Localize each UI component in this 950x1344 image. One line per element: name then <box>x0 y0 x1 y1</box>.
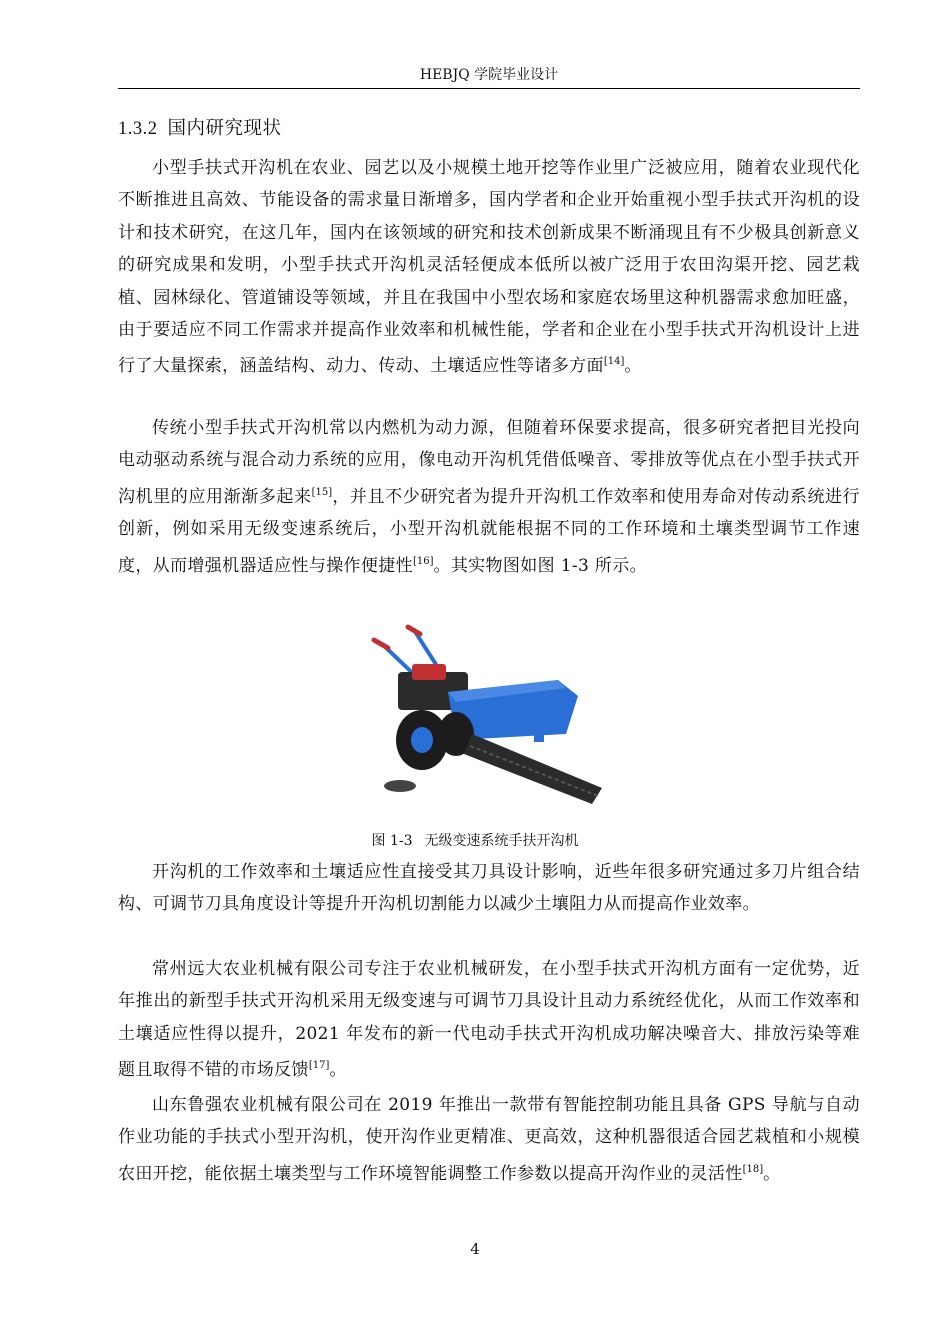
paragraph-3-text: 开沟机的工作效率和土壤适应性直接受其刀具设计影响，近些年很多研究通过多刀片组合结构、可调节刀具角度设计等提升开沟机切割能力以减少土壤阻力从而提高作业效率。 <box>118 862 860 915</box>
figure-label: 图 1-3 <box>371 833 413 849</box>
paragraph-2-text-c: 。其实物图如图 1-3 所示。 <box>433 555 647 576</box>
paragraph-4-text: 常州远大农业机械有限公司专注于农业机械研发，在小型手扶式开沟机方面有一定优势，近年推出的新型手扶式开沟机采用无级变速与可调节刀具设计且动力系统经优化，从而工作效率和土壤适应性得以提升，2021 年发布的新一代电动手扶式开沟机成功解决噪音大、排放污染等难题且取得不错的市场反馈 <box>118 959 860 1081</box>
figure-caption-text: 无级变速系统手扶开沟机 <box>424 833 579 849</box>
paragraph-2-text-b: ，并且不少研究者为提升开沟机工作效率和使用寿命对传动系统进行创新，例如采用无级变速系统后，小型开沟机就能根据不同的工作环境和土壤类型调节工作速度，从而增强机器适应性与操作便捷性 <box>118 486 860 576</box>
trencher-machine-illustration <box>374 627 602 804</box>
citation-17: [17] <box>308 1060 330 1072</box>
citation-18: [18] <box>742 1163 764 1175</box>
citation-16: [16] <box>412 555 434 567</box>
paragraph-4 <box>118 953 860 1087</box>
page-number: 4 <box>470 1240 480 1258</box>
header-title: HEBJQ 学院毕业设计 <box>419 67 559 83</box>
paragraph-3 <box>118 856 860 921</box>
citation-14: [14] <box>603 356 625 368</box>
paragraph-1 <box>118 152 860 383</box>
paragraph-1-tail: 。 <box>624 356 642 377</box>
citation-15: [15] <box>311 486 333 498</box>
paragraph-2 <box>118 412 860 582</box>
paragraph-5-text: 山东鲁强农业机械有限公司在 2019 年推出一款带有智能控制功能且具备 GPS 导航与自动作业功能的手扶式小型开沟机，使开沟作业更精准、更高效，这种机器很适合园艺栽植和小规模农田开挖，能依据土壤类型与工作环境智能调整工作参数以提高开沟作业的灵活性 <box>118 1095 860 1184</box>
paragraph-1-text: 小型手扶式开沟机在农业、园艺以及小规模土地开挖等作业里广泛被应用，随着农业现代化不断推进且高效、节能设备的需求量日渐增多，国内学者和企业开始重视小型手扶式开沟机的设计和技术研究，在这几年，国内在该领域的研究和技术创新成果不断涌现且有不少极具创新意义的研究成果和发明，小型手扶式开沟机灵活轻便成本低所以被广泛用于农田沟渠开挖、园艺栽植、园林绿化、管道铺设等领域，并且在我国中小型农场和家庭农场里这种机器需求愈加旺盛，由于要适应不同工作需求并提高作业效率和机械性能，学者和企业在小型手扶式开沟机设计上进行了大量探索，涵盖结构、动力、传动、土壤适应性等诸多方面 <box>118 158 860 377</box>
figure-caption <box>0 830 950 850</box>
paragraph-2-text-a: 传统小型手扶式开沟机常以内燃机为动力源，但随着环保要求提高，很多研究者把目光投向电动驱动系统与混合动力系统的应用，像电动开沟机凭借低噪音、零排放等优点在小型手扶式开沟机里的应用渐渐多起来 <box>118 418 860 507</box>
paragraph-5-tail: 。 <box>763 1163 781 1184</box>
paragraph-4-tail: 。 <box>329 1060 347 1081</box>
section-title: 国内研究现状 <box>167 118 282 139</box>
section-heading <box>118 114 282 140</box>
paragraph-5 <box>118 1089 860 1190</box>
trencher-figure <box>352 622 622 822</box>
page-header <box>118 62 860 89</box>
section-number: 1.3.2 <box>118 119 158 139</box>
